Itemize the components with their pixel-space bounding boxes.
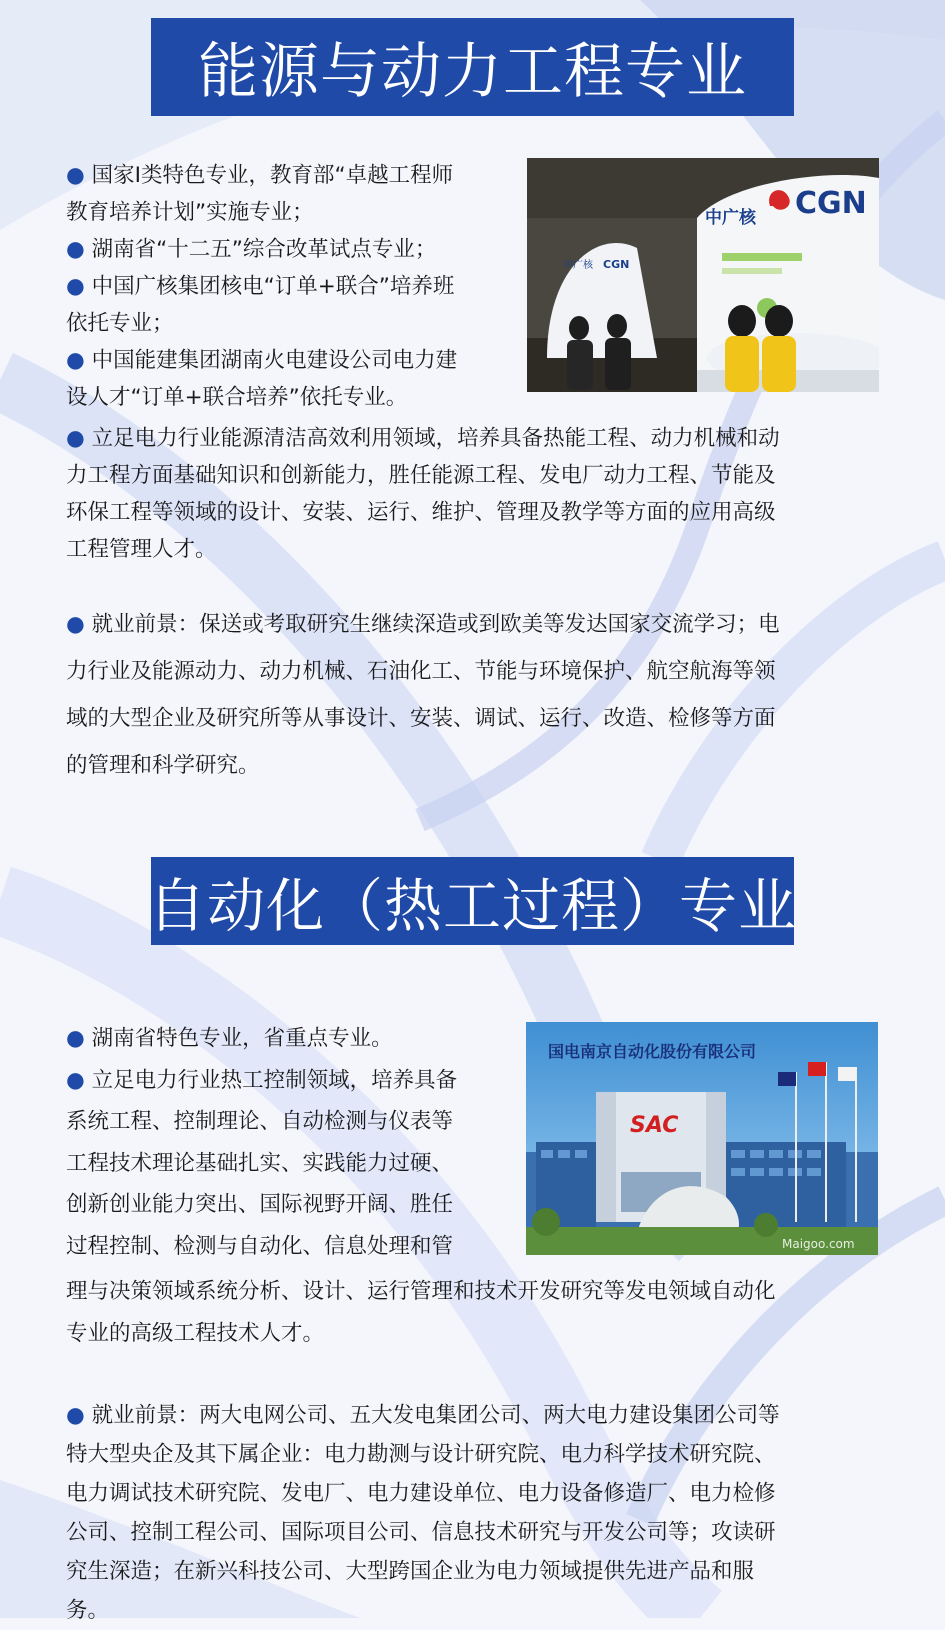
career-line: ● 就业前景：保送或考取研究生继续深造或到欧美等发达国家交流学习；电 — [66, 612, 780, 637]
career-line: 务。 — [66, 1598, 110, 1623]
goal-line: 专业的高级工程技术人才。 — [66, 1320, 325, 1346]
intro-line: 工程技术理论基础扎实、实践能力过硬、 — [66, 1150, 454, 1176]
sac-building-photo — [526, 1022, 878, 1255]
section-title-automation: 自动化（热工过程）专业 — [151, 857, 794, 945]
intro-line: ● 中国广核集团核电“订单+联合”培养班 — [66, 274, 455, 299]
automation-goal-text — [66, 1271, 886, 1354]
intro-line: ● 国家I类特色专业，教育部“卓越工程师 — [66, 163, 454, 188]
intro-line: 依托专业； — [66, 311, 174, 336]
cgn-small-sign-cn: 中广核 — [563, 260, 593, 271]
bullet-icon: ● — [66, 163, 85, 188]
intro-line: ● 湖南省“十二五”综合改革试点专业； — [66, 237, 437, 262]
sac-logo: SAC — [630, 1113, 679, 1138]
bullet-icon: ● — [66, 1067, 85, 1093]
bullet-icon: ● — [66, 274, 85, 299]
career-line: 电力调试技术研究院、发电厂、电力建设单位、电力设备修造厂、电力检修 — [66, 1481, 776, 1506]
career-line: 力行业及能源动力、动力机械、石油化工、节能与环境保护、航空航海等领 — [66, 659, 776, 684]
section-title-energy-power: 能源与动力工程专业 — [151, 18, 794, 116]
intro-line: ● 中国能建集团湖南火电建设公司电力建 — [66, 348, 458, 373]
cgn-sign-cn: 中广核 — [705, 208, 756, 228]
career-line: 究生深造；在新兴科技公司、大型跨国企业为电力领域提供先进产品和服 — [66, 1559, 755, 1584]
goal-line: 环保工程等领域的设计、安装、运行、维护、管理及教学等方面的应用高级 — [66, 500, 776, 525]
intro-line: 创新创业能力突出、国际视野开阔、胜任 — [66, 1192, 454, 1218]
flag-icon — [778, 1072, 796, 1086]
career-line: 域的大型企业及研究所等从事设计、安装、调试、运行、改造、检修等方面 — [66, 706, 776, 731]
career-line: 公司、控制工程公司、国际项目公司、信息技术研究与开发公司等；攻读研 — [66, 1520, 776, 1545]
automation-intro-text — [66, 1018, 526, 1268]
career-line: 的管理和科学研究。 — [66, 753, 260, 778]
maigoo-watermark: Maigoo.com — [782, 1237, 855, 1251]
flag-icon — [808, 1062, 826, 1076]
bullet-icon: ● — [66, 237, 85, 262]
intro-line: ● 立足电力行业热工控制领域，培养具备 — [66, 1067, 458, 1093]
goal-line: 工程管理人才。 — [66, 537, 217, 562]
intro-line: 系统工程、控制理论、自动检测与仪表等 — [66, 1109, 454, 1135]
building-sign: 国电南京自动化股份有限公司 — [548, 1042, 757, 1061]
automation-career-text — [66, 1396, 886, 1630]
bullet-icon: ● — [66, 612, 85, 637]
career-line: ● 就业前景：两大电网公司、五大发电集团公司、两大电力建设集团公司等 — [66, 1403, 780, 1428]
bullet-icon: ● — [66, 426, 85, 451]
intro-line: 教育培养计划”实施专业； — [66, 200, 314, 225]
energy-goal-text — [66, 420, 886, 568]
intro-line: 过程控制、检测与自动化、信息处理和管 — [66, 1233, 454, 1259]
energy-career-text — [66, 601, 886, 789]
cgn-exhibition-photo — [527, 158, 879, 392]
energy-intro-text — [66, 157, 526, 416]
flag-icon — [838, 1067, 856, 1081]
goal-line: 力工程方面基础知识和创新能力，胜任能源工程、发电厂动力工程、节能及 — [66, 463, 776, 488]
cgn-small-sign-brand: CGN — [603, 258, 630, 271]
career-line: 特大型央企及其下属企业：电力勘测与设计研究院、电力科学技术研究院、 — [66, 1442, 776, 1467]
cgn-sign-brand: CGN — [795, 186, 867, 221]
intro-line: ● 湖南省特色专业，省重点专业。 — [66, 1026, 393, 1051]
intro-line: 设人才“订单+联合培养”依托专业。 — [66, 385, 408, 410]
goal-line: 理与决策领域系统分析、设计、运行管理和技术开发研究等发电领域自动化 — [66, 1279, 776, 1304]
goal-line: ● 立足电力行业能源清洁高效利用领域，培养具备热能工程、动力机械和动 — [66, 426, 780, 451]
bullet-icon: ● — [66, 1403, 85, 1428]
bullet-icon: ● — [66, 348, 85, 373]
bullet-icon: ● — [66, 1026, 85, 1051]
